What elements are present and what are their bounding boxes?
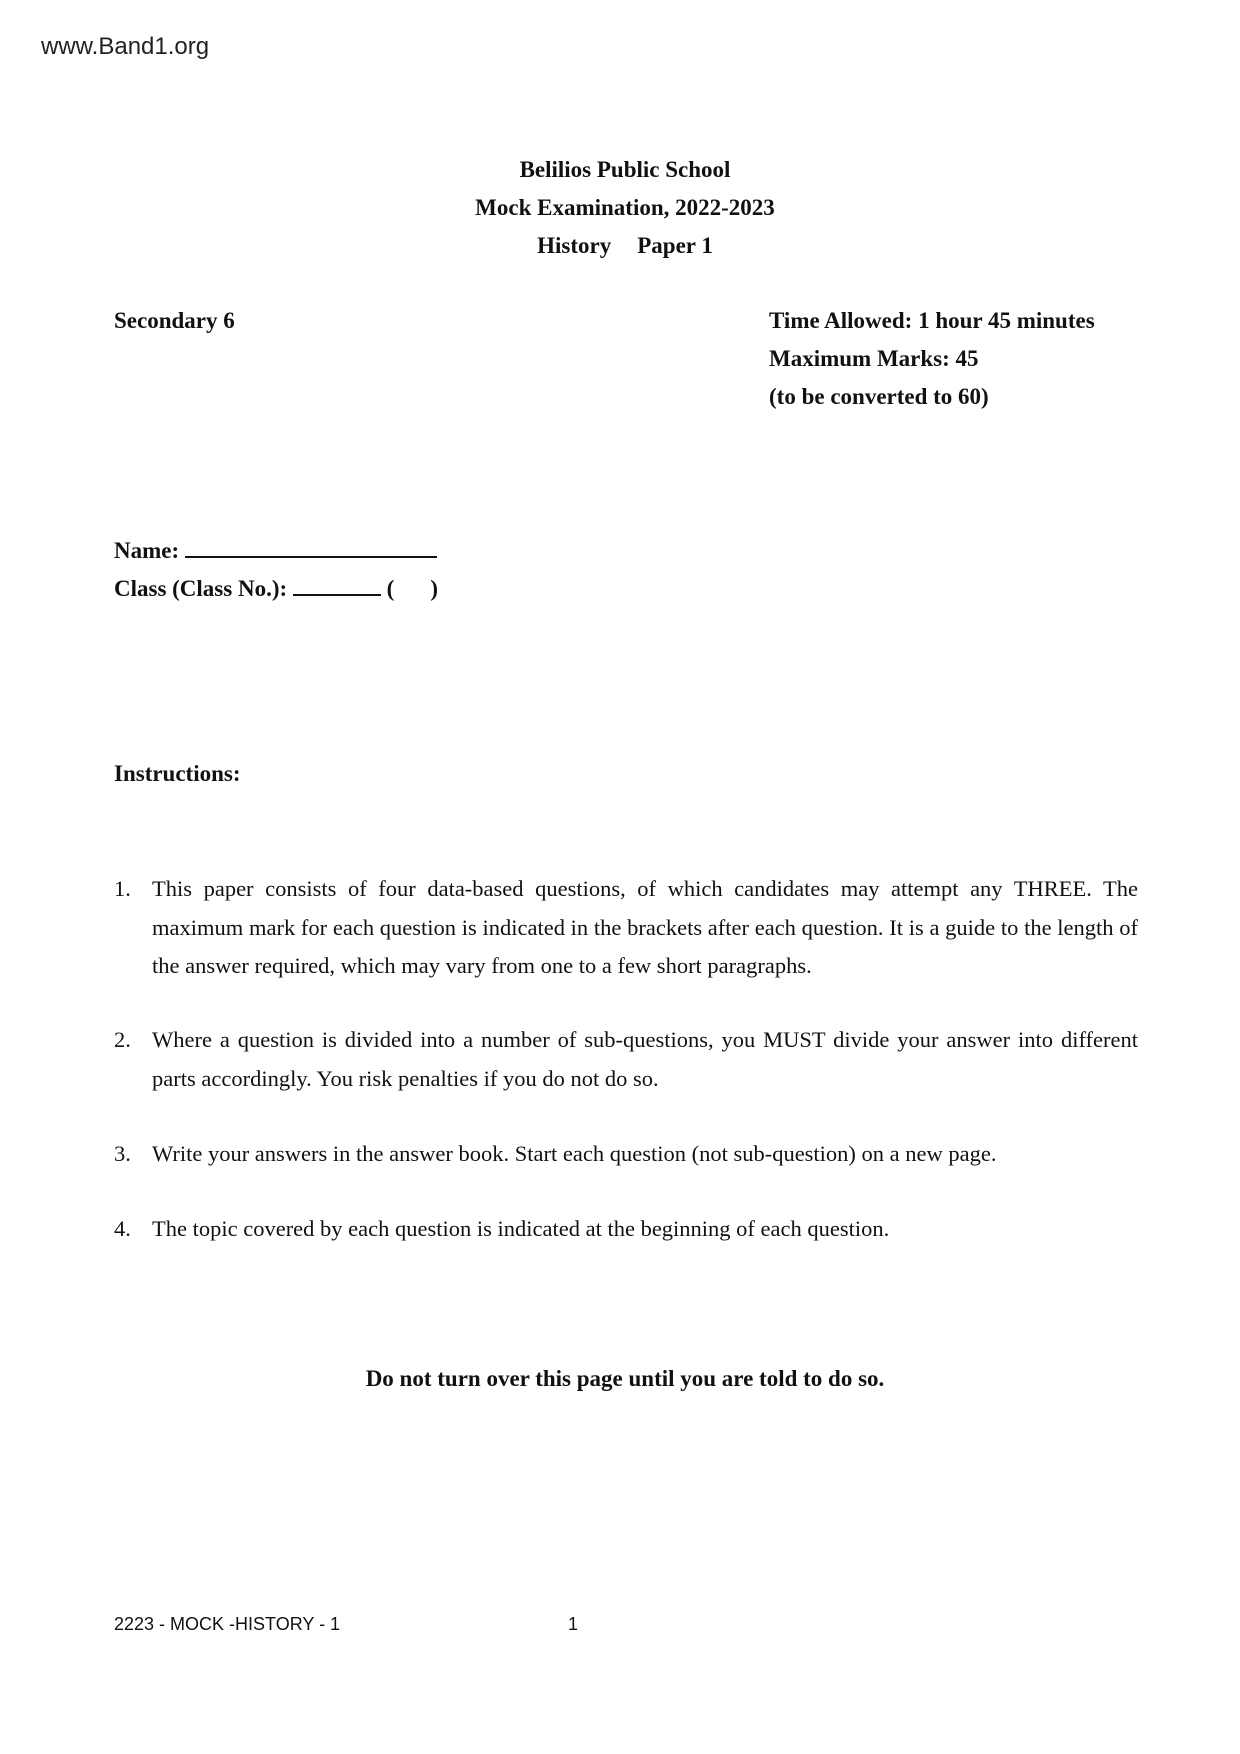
name-field[interactable] (185, 536, 437, 558)
class-no-close-paren: ) (430, 576, 438, 601)
instruction-text: This paper consists of four data-based questions, of which candidates may attempt any THREE. The maximum mark for each question is indicated in the brackets after each question. It is a guide to the length of the answer required, which may vary from one to a few short paragraphs. (152, 876, 1138, 978)
school-name: Belilios Public School (519, 157, 731, 182)
exam-title: Mock Examination, 2022-2023 (475, 195, 775, 220)
name-row (114, 536, 437, 564)
level: Secondary 6 (114, 308, 235, 333)
name-label: Name: (114, 538, 180, 563)
instruction-item (114, 1135, 1138, 1174)
instruction-number: 2. (114, 1027, 131, 1052)
subject: History (537, 233, 612, 258)
conversion-note: (to be converted to 60) (769, 384, 989, 409)
instruction-number: 3. (114, 1141, 131, 1166)
instruction-text: Where a question is divided into a number of sub-questions, you MUST divide your answer into different parts accordingly. You risk penalties if you do not do so. (152, 1027, 1138, 1091)
subject-line (0, 233, 1240, 259)
maximum-marks: Maximum Marks: 45 (769, 346, 979, 371)
class-row (114, 574, 438, 602)
class-field[interactable] (293, 574, 381, 596)
instructions-heading: Instructions: (114, 761, 241, 786)
do-not-turn-notice: Do not turn over this page until you are told to do so. (365, 1366, 885, 1391)
class-label: Class (Class No.): (114, 576, 288, 601)
class-no-open-paren: ( (386, 576, 395, 601)
footer-code: 2223 - MOCK -HISTORY - 1 (114, 1614, 341, 1634)
instruction-item (114, 1021, 1138, 1098)
paper: Paper 1 (637, 233, 713, 258)
instruction-number: 4. (114, 1216, 131, 1241)
instruction-text: Write your answers in the answer book. Start each question (not sub-question) on a new page. (152, 1141, 997, 1166)
instruction-item (114, 870, 1138, 986)
watermark: www.Band1.org (41, 33, 210, 60)
time-allowed: Time Allowed: 1 hour 45 minutes (769, 308, 1095, 333)
instruction-item (114, 1210, 1138, 1249)
instruction-text: The topic covered by each question is indicated at the beginning of each question. (152, 1216, 890, 1241)
page-number: 1 (568, 1614, 579, 1634)
instruction-number: 1. (114, 876, 131, 901)
